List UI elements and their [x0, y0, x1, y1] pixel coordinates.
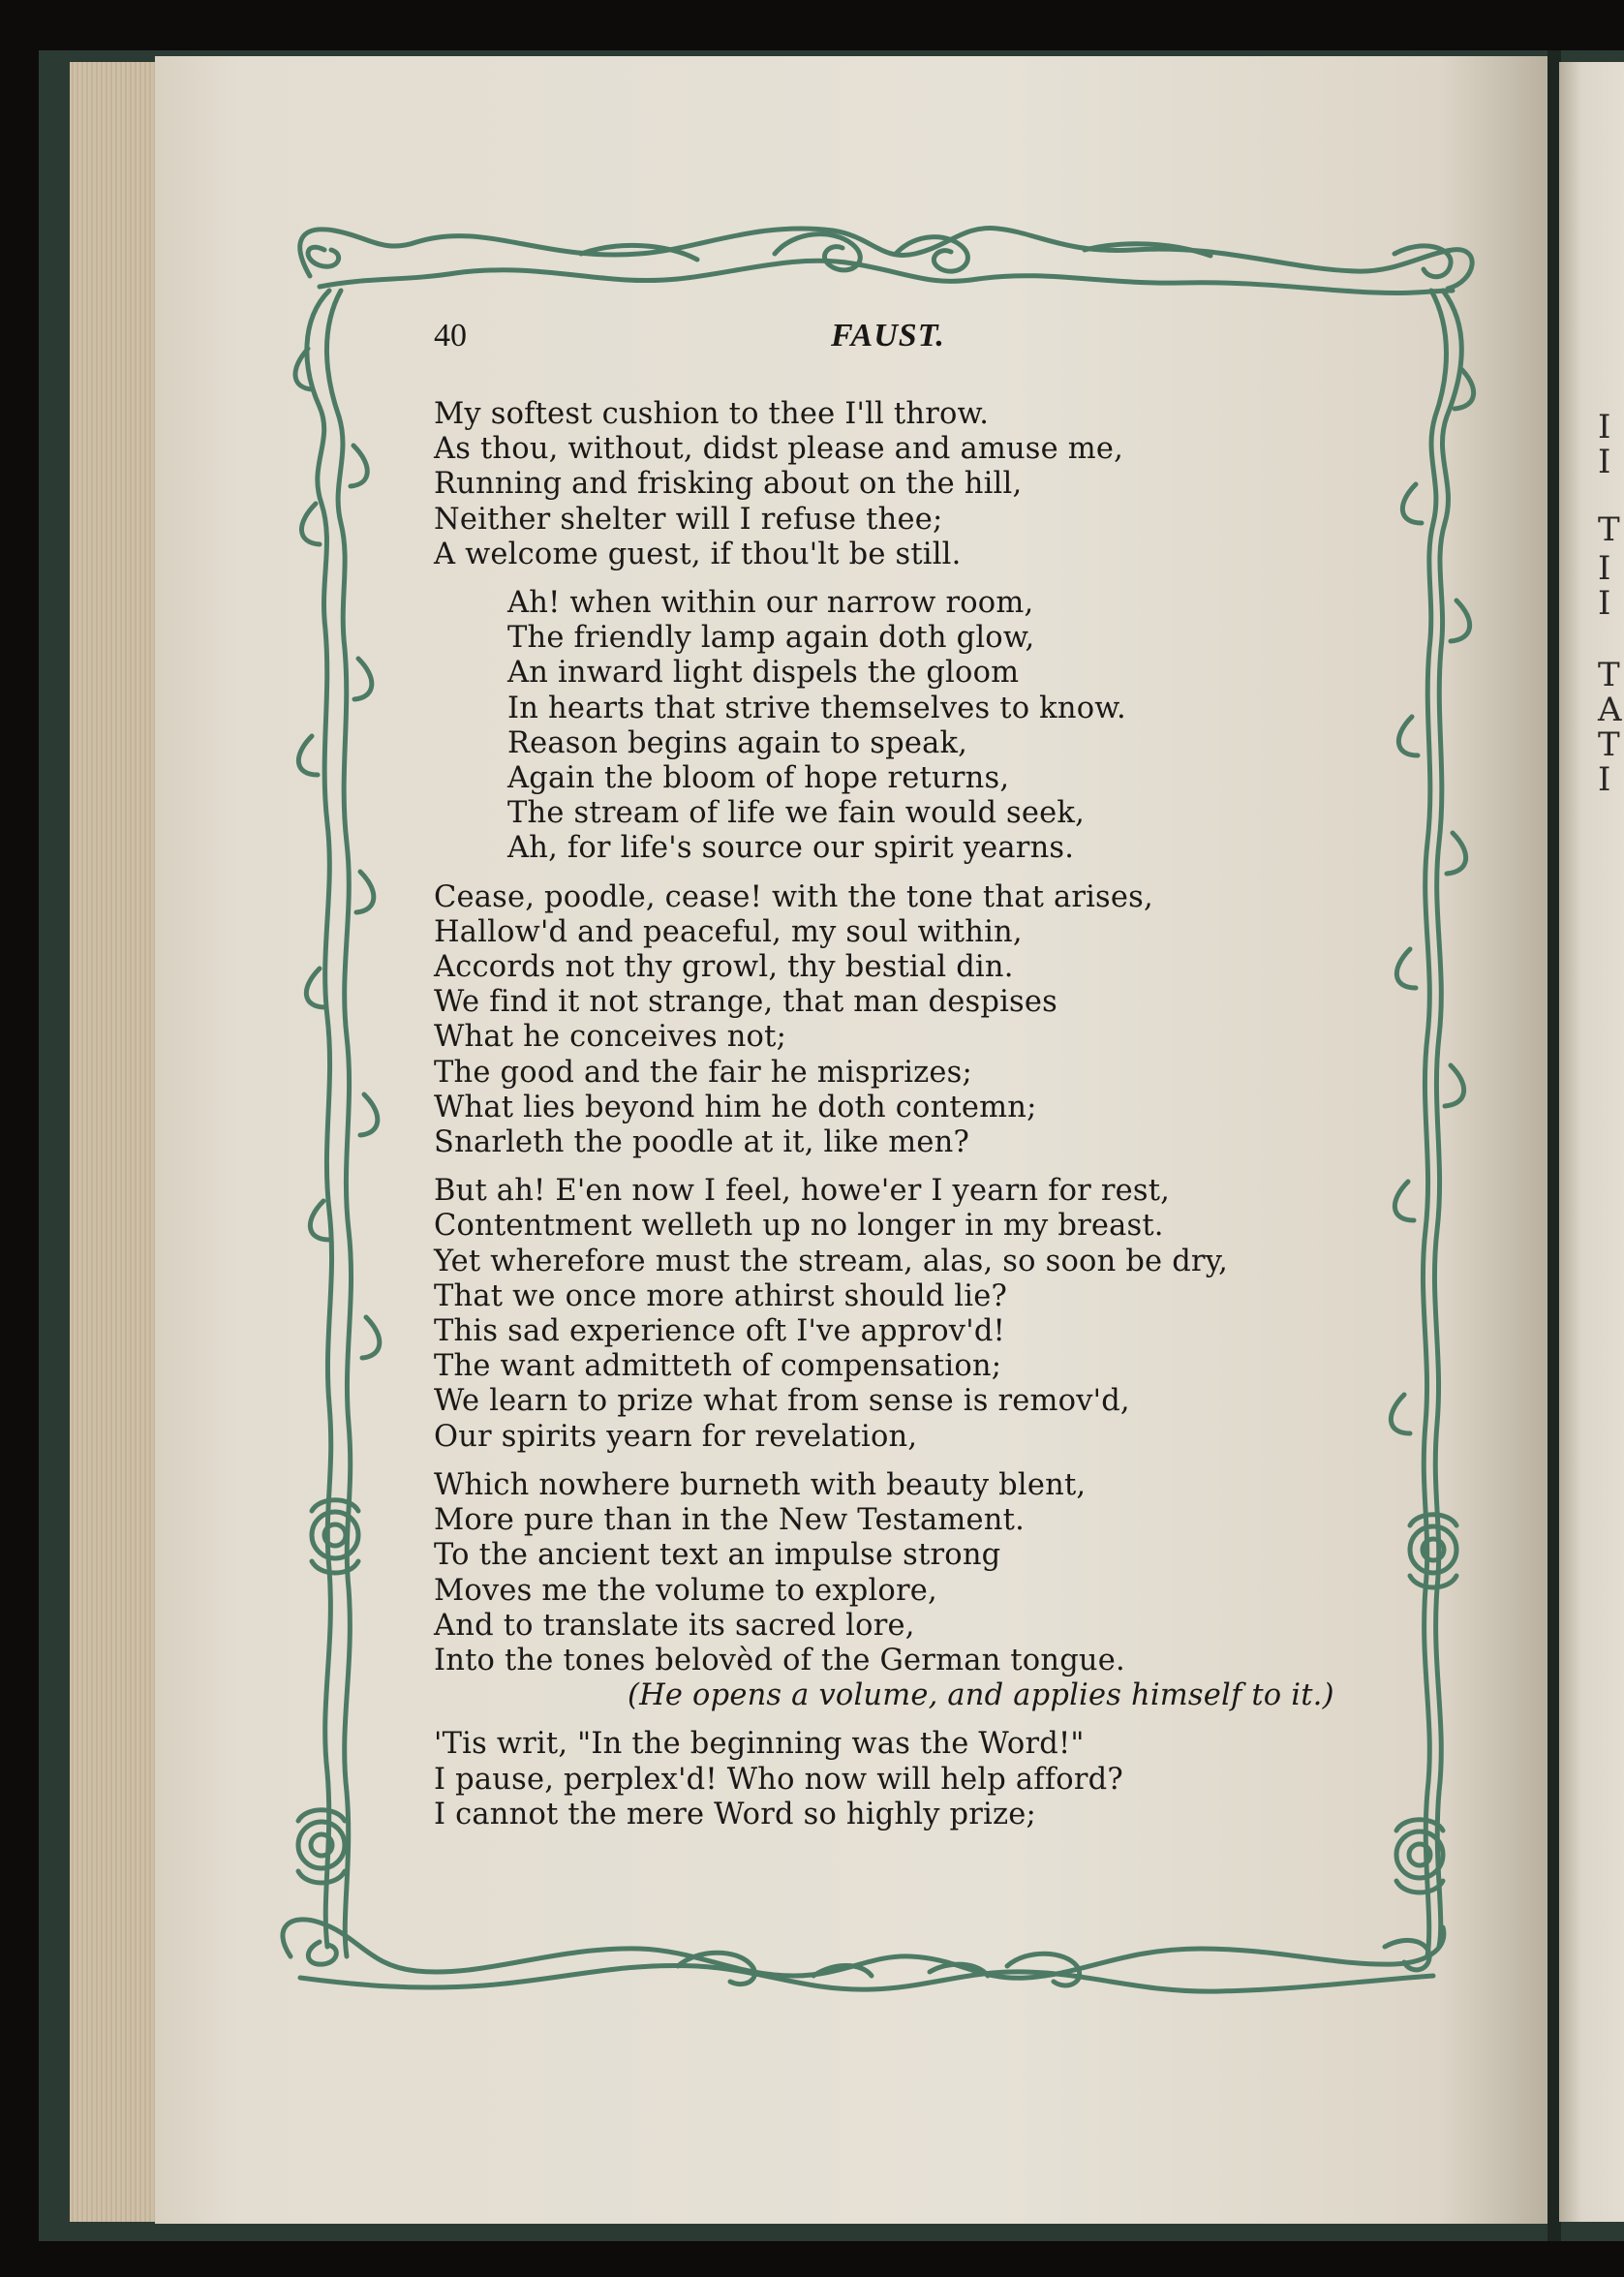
facing-page-letter: I [1598, 584, 1611, 623]
verse-line: Which nowhere burneth with beauty blent, [434, 1467, 1087, 1502]
poem-text [434, 397, 1402, 1832]
stanza [434, 880, 1402, 1161]
page-header [434, 318, 1393, 360]
verse-line: The friendly lamp again doth glow, [507, 621, 1035, 656]
verse-line: Snarleth the poodle at it, like men? [434, 1125, 970, 1160]
verse-line: More pure than in the New Testament. [434, 1503, 1025, 1538]
verse-line: Cease, poodle, cease! with the tone that arises, [434, 879, 1153, 914]
verse-line: Again the bloom of hope returns, [507, 761, 1010, 796]
verse-line: Neither shelter will I refuse thee; [434, 502, 943, 537]
verse-line: Moves me the volume to explore, [434, 1573, 937, 1608]
verse-line: We learn to prize what from sense is remov'd, [434, 1384, 1130, 1419]
verse-line: Ah, for life's source our spirit yearns. [507, 831, 1075, 866]
stanza [434, 1174, 1402, 1455]
verse-line: As thou, without, didst please and amuse me, [434, 432, 1124, 467]
top-scroll-ornament [300, 229, 1472, 289]
verse-line: Yet wherefore must the stream, alas, so soon be dry, [434, 1244, 1228, 1278]
running-title: FAUST. [831, 318, 945, 354]
stanza [434, 1727, 1402, 1832]
verse-line: Reason begins again to speak, [507, 725, 968, 760]
verse-line: To the ancient text an impulse strong [434, 1538, 1001, 1573]
verse-line: Into the tones belovèd of the German tongue. [434, 1643, 1125, 1677]
verse-line: This sad experience oft I've approv'd! [434, 1314, 1006, 1349]
verse-line: My softest cushion to thee I'll throw. [434, 397, 990, 431]
verse-line: We find it not strange, that man despises [434, 985, 1057, 1020]
verse-line: The want admitteth of compensation; [434, 1349, 1002, 1384]
verse-line: Our spirits yearn for revelation, [434, 1419, 918, 1454]
facing-page-letter: A [1598, 691, 1622, 729]
facing-page-letter: I [1598, 443, 1611, 481]
verse-line: The stream of life we fain would seek, [507, 796, 1085, 831]
verse-line: I pause, perplex'd! Who now will help afford? [434, 1762, 1123, 1797]
verse-line: In hearts that strive themselves to know. [507, 691, 1126, 725]
verse-line: Running and frisking about on the hill, [434, 467, 1023, 502]
verse-line: The good and the fair he misprizes; [434, 1055, 973, 1090]
verse-line: Ah! when within our narrow room, [507, 586, 1034, 621]
verse-line: And to translate its sacred lore, [434, 1608, 915, 1643]
verse-line: I cannot the mere Word so highly prize; [434, 1797, 1036, 1831]
right-vine-ornament [1434, 291, 1461, 1947]
facing-page-letter: I [1598, 760, 1611, 799]
stanza [434, 397, 1402, 572]
stage-direction: (He opens a volume, and applies himself to it.) [628, 1678, 1334, 1713]
verse-line: Accords not thy growl, thy bestial din. [434, 950, 1014, 985]
verse-line: An inward light dispels the gloom [507, 656, 1020, 691]
verse-line: Contentment welleth up no longer in my breast. [434, 1209, 1164, 1244]
verse-line: But ah! E'en now I feel, howe'er I yearn for rest, [434, 1174, 1171, 1209]
stanza [434, 1468, 1402, 1678]
verse-line: What lies beyond him he doth contemn; [434, 1090, 1037, 1124]
verse-line: Hallow'd and peaceful, my soul within, [434, 914, 1023, 949]
verse-line: That we once more athirst should lie? [434, 1278, 1008, 1313]
verse-line: What he conceives not; [434, 1020, 787, 1055]
facing-page-letter: T [1598, 656, 1620, 694]
facing-page-letter: T [1598, 725, 1620, 764]
verse-line: 'Tis writ, "In the beginning was the Word!" [434, 1727, 1085, 1762]
facing-page-letter: T [1598, 510, 1620, 549]
page-number: 40 [434, 318, 467, 354]
left-vine-ornament [307, 291, 332, 1947]
facing-page-letter: I [1598, 408, 1611, 446]
stanza [434, 586, 1402, 867]
verse-line: A welcome guest, if thou'lt be still. [434, 537, 962, 571]
facing-page-letter: I [1598, 549, 1611, 588]
